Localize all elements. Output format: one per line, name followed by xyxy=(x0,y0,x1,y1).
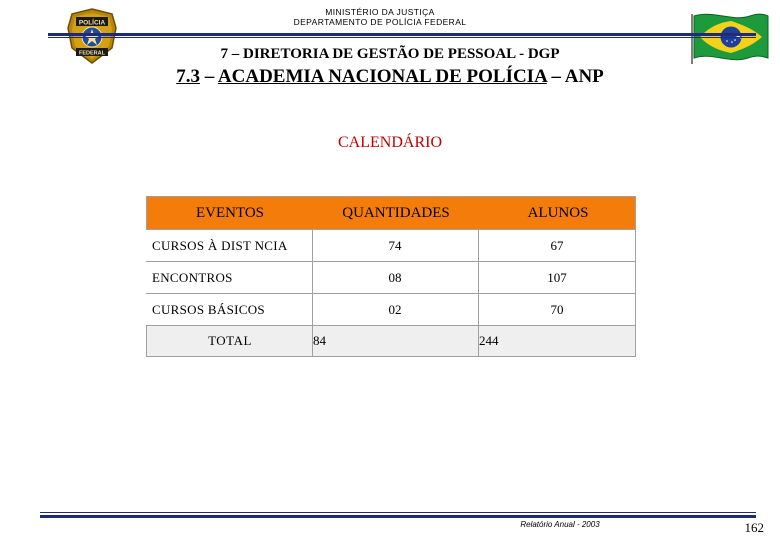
event-cell: ENCONTROS xyxy=(152,269,233,285)
column-header-eventos: EVENTOS xyxy=(195,204,265,221)
column-header-alunos: ALUNOS xyxy=(527,204,589,221)
calendar-title: CALENDÁRIO xyxy=(338,134,442,151)
quantity-cell: 08 xyxy=(388,269,402,285)
calendar-table xyxy=(146,196,636,357)
quantity-cell: 02 xyxy=(388,301,402,317)
table-header-row xyxy=(146,196,636,230)
svg-text:POLÍCIA: POLÍCIA xyxy=(78,19,106,27)
students-cell: 67 xyxy=(550,237,564,253)
report-label: Relatório Anual - 2003 xyxy=(520,520,600,529)
svg-text:FEDERAL: FEDERAL xyxy=(79,50,105,57)
subsection-dash: – xyxy=(546,66,565,87)
ministry-heading xyxy=(230,7,530,27)
subsection-number: 7.3 xyxy=(176,66,200,87)
header-rule xyxy=(48,33,756,36)
total-students: 244 xyxy=(479,333,499,348)
event-cell: CURSOS BÁSICOS xyxy=(152,301,265,317)
ministry-line: MINISTÉRIO DA JUSTIÇA xyxy=(325,7,435,17)
students-cell: 70 xyxy=(550,301,564,317)
column-header-quantidades: QUANTIDADES xyxy=(342,204,450,221)
page-number: 162 xyxy=(744,520,764,535)
students-cell: 107 xyxy=(547,269,567,285)
table-row xyxy=(146,230,636,262)
table-row xyxy=(146,262,636,294)
subsection-title xyxy=(0,66,780,88)
event-cell: CURSOS À DIST NCIA xyxy=(152,237,288,253)
table-row xyxy=(146,294,636,326)
subsection-dash: – xyxy=(199,66,218,87)
footer-rule xyxy=(40,515,756,518)
subsection-abbr: ANP xyxy=(564,66,604,87)
total-label: TOTAL xyxy=(208,333,252,348)
header-rule-thin xyxy=(48,37,756,38)
quantity-cell: 74 xyxy=(388,237,402,253)
subsection-name: ACADEMIA NACIONAL DE POLÍCIA xyxy=(217,66,547,87)
section-title: 7 – DIRETORIA DE GESTÃO DE PESSOAL - DGP xyxy=(220,46,560,62)
footer-rule-thin xyxy=(40,512,756,513)
department-line: DEPARTAMENTO DE POLÍCIA FEDERAL xyxy=(293,17,467,27)
table-total-row xyxy=(146,326,636,357)
total-quantity: 84 xyxy=(313,333,326,348)
